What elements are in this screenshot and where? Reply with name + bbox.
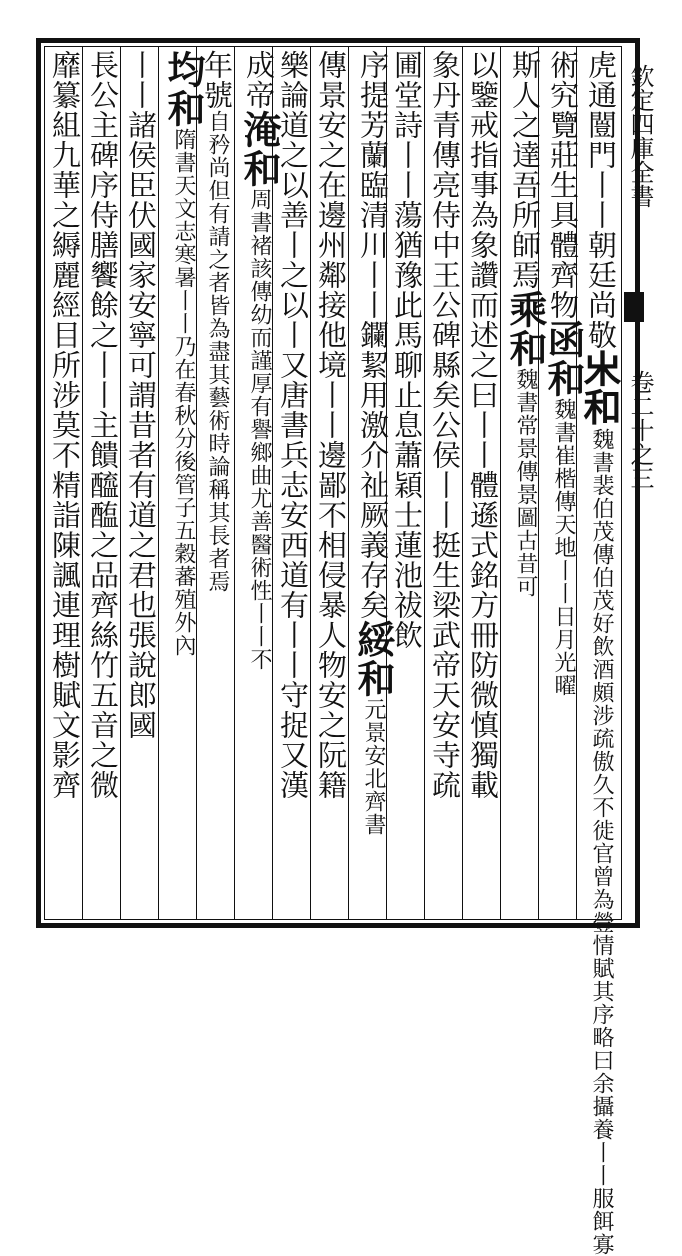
column-text: 術究覽莊生具體齊物 — [546, 50, 580, 320]
column-rule — [234, 46, 235, 920]
column-text: 靡纂組九華之縟麗經目所涉莫不精詣陳諷連理樹賦文影齊 — [48, 50, 82, 800]
column-text: 長公主碑序侍膳饗餘之丨丨主饋醯醢之品齊絲竹五音之微 — [86, 50, 120, 800]
column-rule — [500, 46, 501, 920]
column-rule — [348, 46, 349, 920]
column-text: 年號 — [200, 50, 234, 110]
column-rule — [82, 46, 83, 920]
entry-head: 乘和 — [503, 290, 548, 368]
text-column-14 — [86, 50, 120, 800]
column-text: 斯人之達吾所師焉 — [508, 50, 542, 290]
entry-text: 魏書裴伯茂傳伯茂好飲酒頗涉疏傲久不徙官曾為䝁情賦其序略曰余攝養丨丨服餌寡 — [589, 428, 614, 1256]
column-text: 序提芳蘭臨清川丨丨鑭絜用激介祉厥義存矣 — [356, 50, 390, 620]
entry-text: 自矜尚但有請之者皆為盡其藝術時論稱其長者焉 — [205, 110, 230, 593]
text-column-12 — [161, 50, 206, 657]
column-text: 圃堂詩丨丨蕩猶豫此馬聊止息蕭穎士蓮池祓飲 — [390, 50, 424, 650]
text-column-10 — [237, 50, 282, 671]
entry-head: 綏和 — [351, 620, 396, 698]
column-text: 虎通闓門丨丨朝廷尚敬 — [584, 50, 618, 350]
text-column-7 — [351, 50, 396, 836]
entry-text: 周書褚該傳幼而謹厚有譽鄉曲尤善醫術性丨丨不 — [247, 188, 272, 671]
entry-text: 隋書天文志寒暑丨丨乃在春秋分後管子五穀蕃殖外內 — [171, 128, 196, 657]
column-text: 成帝 — [242, 50, 276, 110]
column-rule — [120, 46, 121, 920]
column-rule — [462, 46, 463, 920]
text-column-2 — [541, 50, 586, 697]
entry-text: 元景安北齊書 — [361, 698, 386, 836]
fishtail-mark — [624, 292, 644, 322]
text-column-8 — [314, 50, 348, 800]
text-column-4 — [466, 50, 500, 800]
column-text: 傳景安之在邊州鄰接他境丨丨邊鄙不相侵暴人物安之阮籍 — [314, 50, 348, 800]
entry-head: 𣎵和 — [579, 350, 624, 428]
entry-head: 淹和 — [237, 110, 282, 188]
text-column-6 — [390, 50, 424, 650]
column-text: 丨丨諸侯臣伏國家安寧可謂昔者有道之君也張說郎國 — [124, 50, 158, 740]
entry-head: 均和 — [161, 50, 206, 128]
text-column-11 — [200, 50, 234, 593]
column-rule — [424, 46, 425, 920]
column-text: 象丹青傳亮侍中王公碑縣矣公侯丨丨挺生梁武帝天安寺疏 — [428, 50, 462, 800]
side-volume: 卷二十之三 — [626, 370, 654, 490]
entry-head: 函和 — [541, 320, 586, 398]
text-column-13 — [124, 50, 158, 740]
column-text: 樂論道之以善丨之以丨又唐書兵志安西道有丨丨守捉又漢 — [276, 50, 310, 800]
text-column-15 — [48, 50, 82, 800]
entry-text: 魏書常景傳景圖古昔可 — [513, 368, 538, 598]
column-rule — [158, 46, 159, 920]
text-column-1 — [579, 50, 624, 1256]
side-title: 欽定四庫全書 — [626, 64, 654, 208]
text-column-3 — [503, 50, 548, 598]
text-column-9 — [276, 50, 310, 800]
column-text: 以鑒戒指事為象讚而述之曰丨丨體遜式銘方冊防微慎獨載 — [466, 50, 500, 800]
column-rule — [310, 46, 311, 920]
text-column-5 — [428, 50, 462, 800]
entry-text: 魏書崔楷傳天地丨丨日月光曜 — [551, 398, 576, 697]
